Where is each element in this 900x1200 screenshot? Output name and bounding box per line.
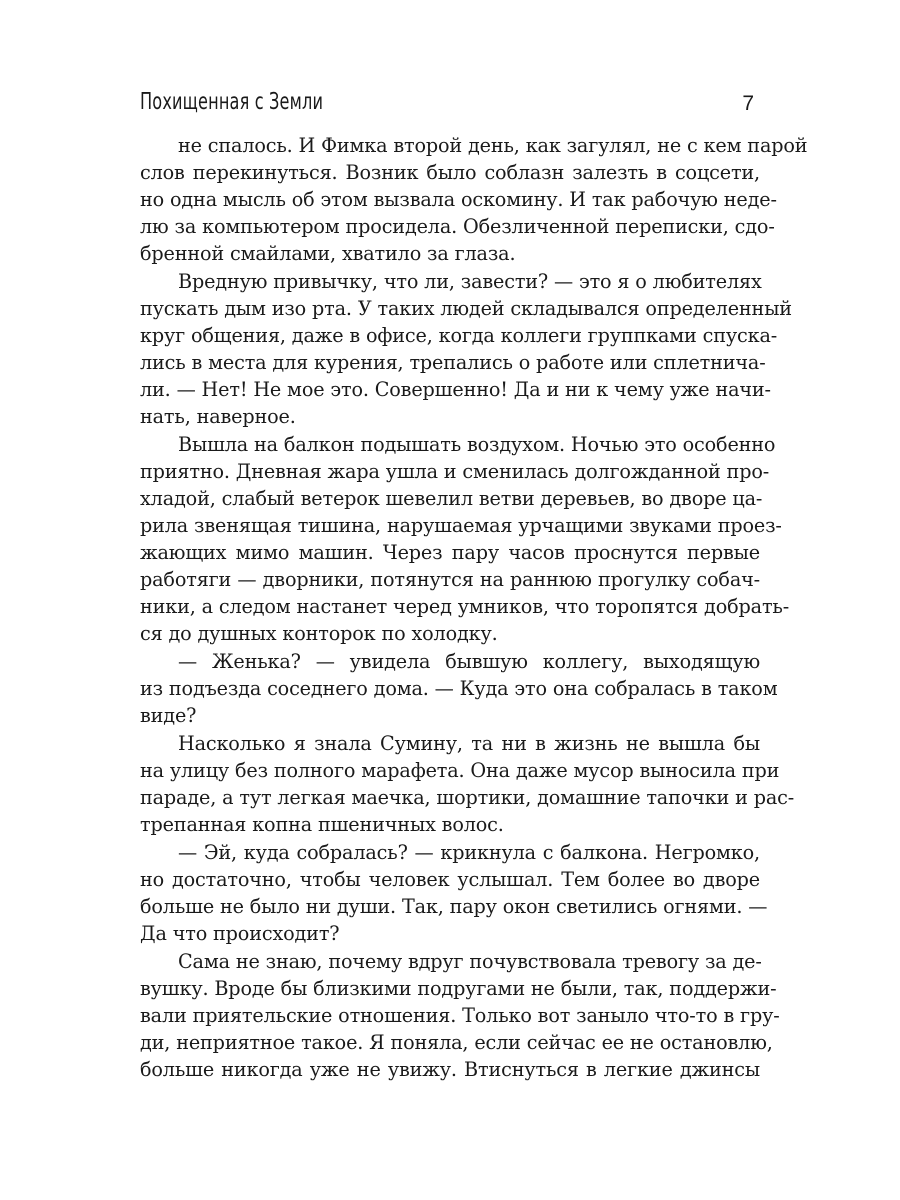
paragraph [140, 839, 768, 947]
text-line: — Эй, куда собралась? — крикнула с балкона. Негромко, [178, 841, 760, 864]
text-line: Сама не знаю, почему вдруг почувствовала тревогу за де- [178, 950, 762, 973]
text-line: жающих мимо машин. Через пару часов проснутся первые [140, 541, 760, 564]
text-line: на улицу без полного марафета. Она даже мусор выносила при [140, 759, 780, 782]
text-line: больше не было ни души. Так, пару окон светились огнями. — [140, 895, 768, 918]
text-line: круг общения, даже в офисе, когда коллеги группками спуска- [140, 324, 778, 347]
paragraph [140, 730, 795, 838]
text-line: виде? [140, 704, 197, 727]
text-line: из подъезда соседнего дома. — Куда это она собралась в таком [140, 677, 778, 700]
text-line: нать, наверное. [140, 405, 296, 428]
text-line: ники, а следом настанет черед умников, что торопятся добрать- [140, 595, 790, 618]
text-line: больше никогда уже не увижу. Втиснуться в легкие джинсы [140, 1058, 760, 1081]
text-line: слов перекинуться. Возник было соблазн залезть в соцсети, [140, 161, 760, 184]
text-line: ли. — Нет! Не мое это. Совершенно! Да и ни к чему уже начи- [140, 378, 771, 401]
text-line: Насколько я знала Сумину, та ни в жизнь не вышла бы [178, 732, 760, 755]
text-line: параде, а тут легкая маечка, шортики, домашние тапочки и рас- [140, 786, 795, 809]
text-line: — Женька? — увидела бывшую коллегу, выходящую [178, 650, 760, 673]
text-line: пускать дым изо рта. У таких людей складывался определенный [140, 297, 792, 320]
text-line: но одна мысль об этом вызвала оскомину. И так рабочую неде- [140, 188, 777, 211]
book-page [140, 0, 808, 1200]
text-line: лю за компьютером просидела. Обезличенной переписки, сдо- [140, 215, 775, 238]
body-text [140, 132, 808, 1084]
paragraph [140, 268, 792, 430]
text-line: Да что происходит? [140, 922, 340, 945]
paragraph [140, 132, 808, 267]
text-line: бренной смайлами, хватило за глаза. [140, 242, 516, 265]
paragraph [140, 948, 780, 1083]
text-line: не спалось. И Фимка второй день, как загулял, не с кем парой [178, 134, 808, 157]
text-line: приятно. Дневная жара ушла и сменилась долгожданной про- [140, 460, 770, 483]
paragraph [140, 431, 790, 647]
page-number: 7 [742, 92, 754, 115]
running-header [140, 80, 760, 114]
text-line: хладой, слабый ветерок шевелил ветви деревьев, во дворе ца- [140, 487, 763, 510]
text-line: но достаточно, чтобы человек услышал. Тем более во дворе [140, 868, 760, 891]
text-line: рила звенящая тишина, нарушаемая урчащими звуками проез- [140, 514, 782, 537]
text-line: ся до душных конторок по холодку. [140, 622, 498, 645]
text-line: вали приятельские отношения. Только вот заныло что-то в гру- [140, 1004, 780, 1027]
text-line: вушку. Вроде бы близкими подругами не были, так, поддержи- [140, 977, 777, 1000]
text-line: работяги — дворники, потянутся на раннюю прогулку собач- [140, 568, 760, 591]
header-book-title: Похищенная с Земли [140, 89, 324, 115]
text-line: Вредную привычку, что ли, завести? — это я о любителях [178, 270, 762, 293]
text-line: трепанная копна пшеничных волос. [140, 813, 504, 836]
text-line: ди, неприятное такое. Я поняла, если сейчас ее не остановлю, [140, 1031, 773, 1054]
text-line: лись в места для курения, трепались о работе или сплетнича- [140, 351, 766, 374]
paragraph [140, 648, 778, 729]
text-line: Вышла на балкон подышать воздухом. Ночью это особенно [178, 433, 776, 456]
